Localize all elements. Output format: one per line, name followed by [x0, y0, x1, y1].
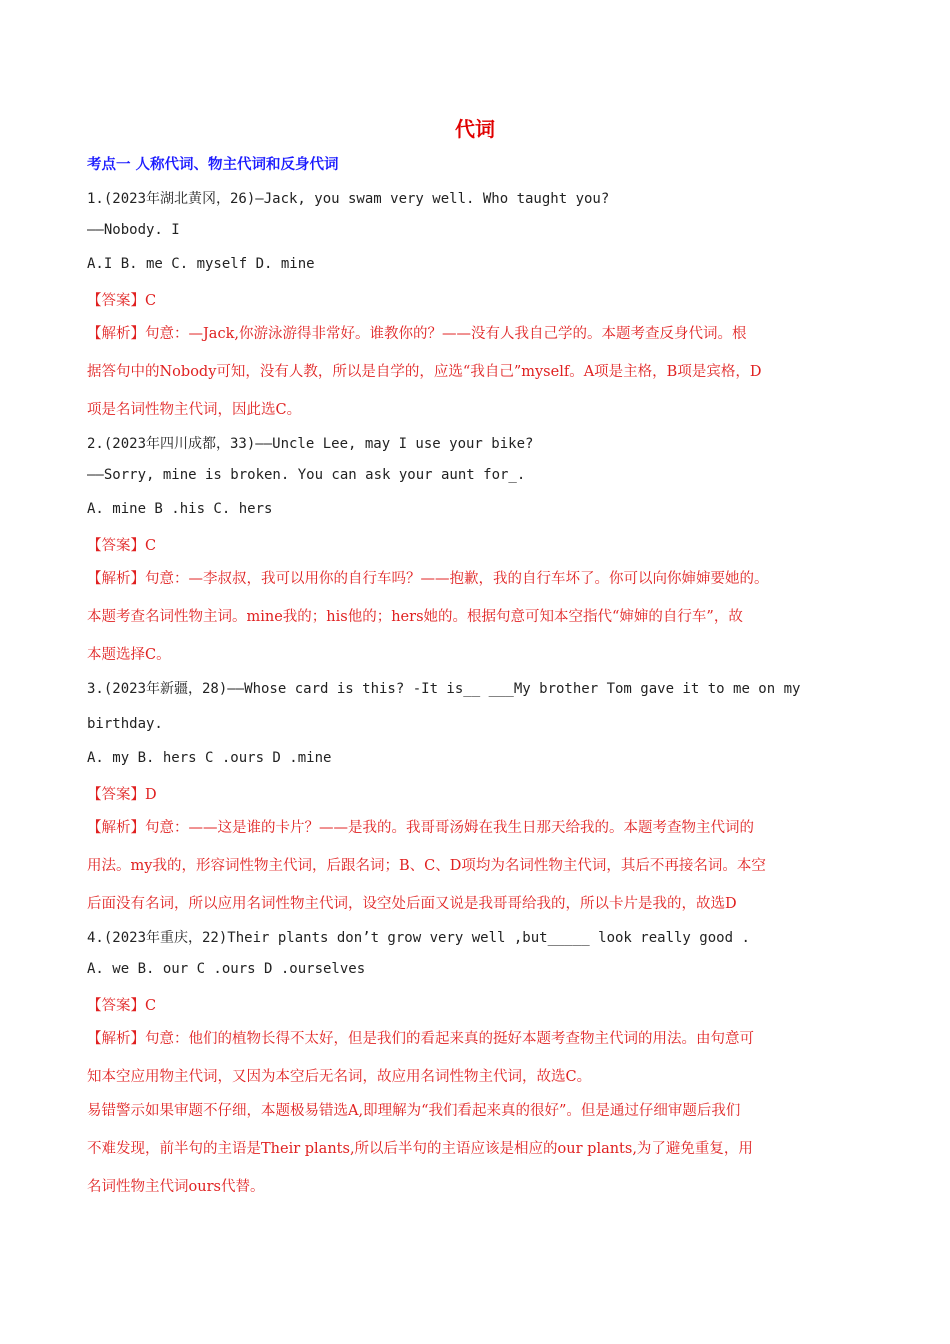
q3-answer: 【答案】D: [87, 787, 157, 803]
q3-analysis-line2: 用法。my我的，形容词性物主代词，后跟名词；B、C、D项均为名词性物主代词，其后不再接名词。本空: [87, 858, 766, 874]
q4-answer: 【答案】C: [87, 998, 157, 1014]
q2-analysis-line2: 本题考查名词性物主词。mine我的；his他的；hers她的。根据句意可知本空指代“婶婶的自行车”，故: [87, 609, 743, 625]
q1-stem: 1.(2023年湖北黄冈，26)—Jack, you swam very well. Who taught you?: [87, 191, 610, 207]
q4-analysis-line2: 知本空应用物主代词，又因为本空后无名词，故应用名词性物主代词，故选C。: [87, 1069, 592, 1085]
q3-options: A. my B. hers C .ours D .mine: [87, 750, 332, 766]
q4-options: A. we B. our C .ours D .ourselves: [87, 961, 366, 977]
q2-reply: ——Sorry, mine is broken. You can ask your aunt for_.: [87, 467, 526, 483]
q3-analysis-line1: 【解析】句意：——这是谁的卡片？——是我的。我哥哥汤姆在我生日那天给我的。本题考查物主代词的: [87, 820, 754, 836]
q4-stem: 4.(2023年重庆，22)Their plants don’t grow very well ,but_____ look really good .: [87, 930, 750, 946]
page-title: 代词: [455, 117, 495, 141]
section-heading: 考点一 人称代词、物主代词和反身代词: [87, 157, 339, 173]
q1-options: A.I B. me C. myself D. mine: [87, 256, 315, 272]
q2-answer: 【答案】C: [87, 538, 157, 554]
q2-stem: 2.(2023年四川成都，33)——Uncle Lee, may I use your bike?: [87, 436, 534, 452]
q2-options: A. mine B .his C. hers: [87, 501, 273, 517]
q3-analysis-line3: 后面没有名词，所以应用名词性物主代词，设空处后面又说是我哥哥给我的，所以卡片是我的，故选D: [87, 896, 737, 912]
q1-analysis-line2: 据答句中的Nobody可知，没有人教，所以是自学的，应选“我自己”myself。A项是主格，B项是宾格，D: [87, 364, 762, 380]
q4-analysis-line1: 【解析】句意：他们的植物长得不太好，但是我们的看起来真的挺好本题考查物主代词的用法。由句意可: [87, 1031, 754, 1047]
q4-warning-line2: 不难发现，前半句的主语是Their plants,所以后半句的主语应该是相应的our plants,为了避免重复，用: [87, 1141, 753, 1157]
q4-warning-line1: 易错警示如果审题不仔细，本题极易错选A,即理解为“我们看起来真的很好”。但是通过仔细审题后我们: [87, 1103, 741, 1119]
q4-warning-line3: 名词性物主代词ours代替。: [87, 1179, 265, 1195]
q2-analysis-line3: 本题选择C。: [87, 647, 171, 663]
q1-answer: 【答案】C: [87, 293, 157, 309]
q1-analysis-line3: 项是名词性物主代词，因此选C。: [87, 402, 302, 418]
q2-analysis-line1: 【解析】句意：—李叔叔，我可以用你的自行车吗？——抱歉，我的自行车坏了。你可以向你婶婶要她的。: [87, 571, 769, 587]
q1-analysis-line1: 【解析】句意：—Jack,你游泳游得非常好。谁教你的？——没有人我自己学的。本题考查反身代词。根: [87, 326, 747, 342]
q3-stem-line2: birthday.: [87, 716, 163, 732]
q1-reply: ——Nobody. I: [87, 222, 180, 238]
q3-stem: 3.(2023年新疆，28)——Whose card is this? -It is__ ___My brother Tom gave it to me on my: [87, 681, 801, 697]
